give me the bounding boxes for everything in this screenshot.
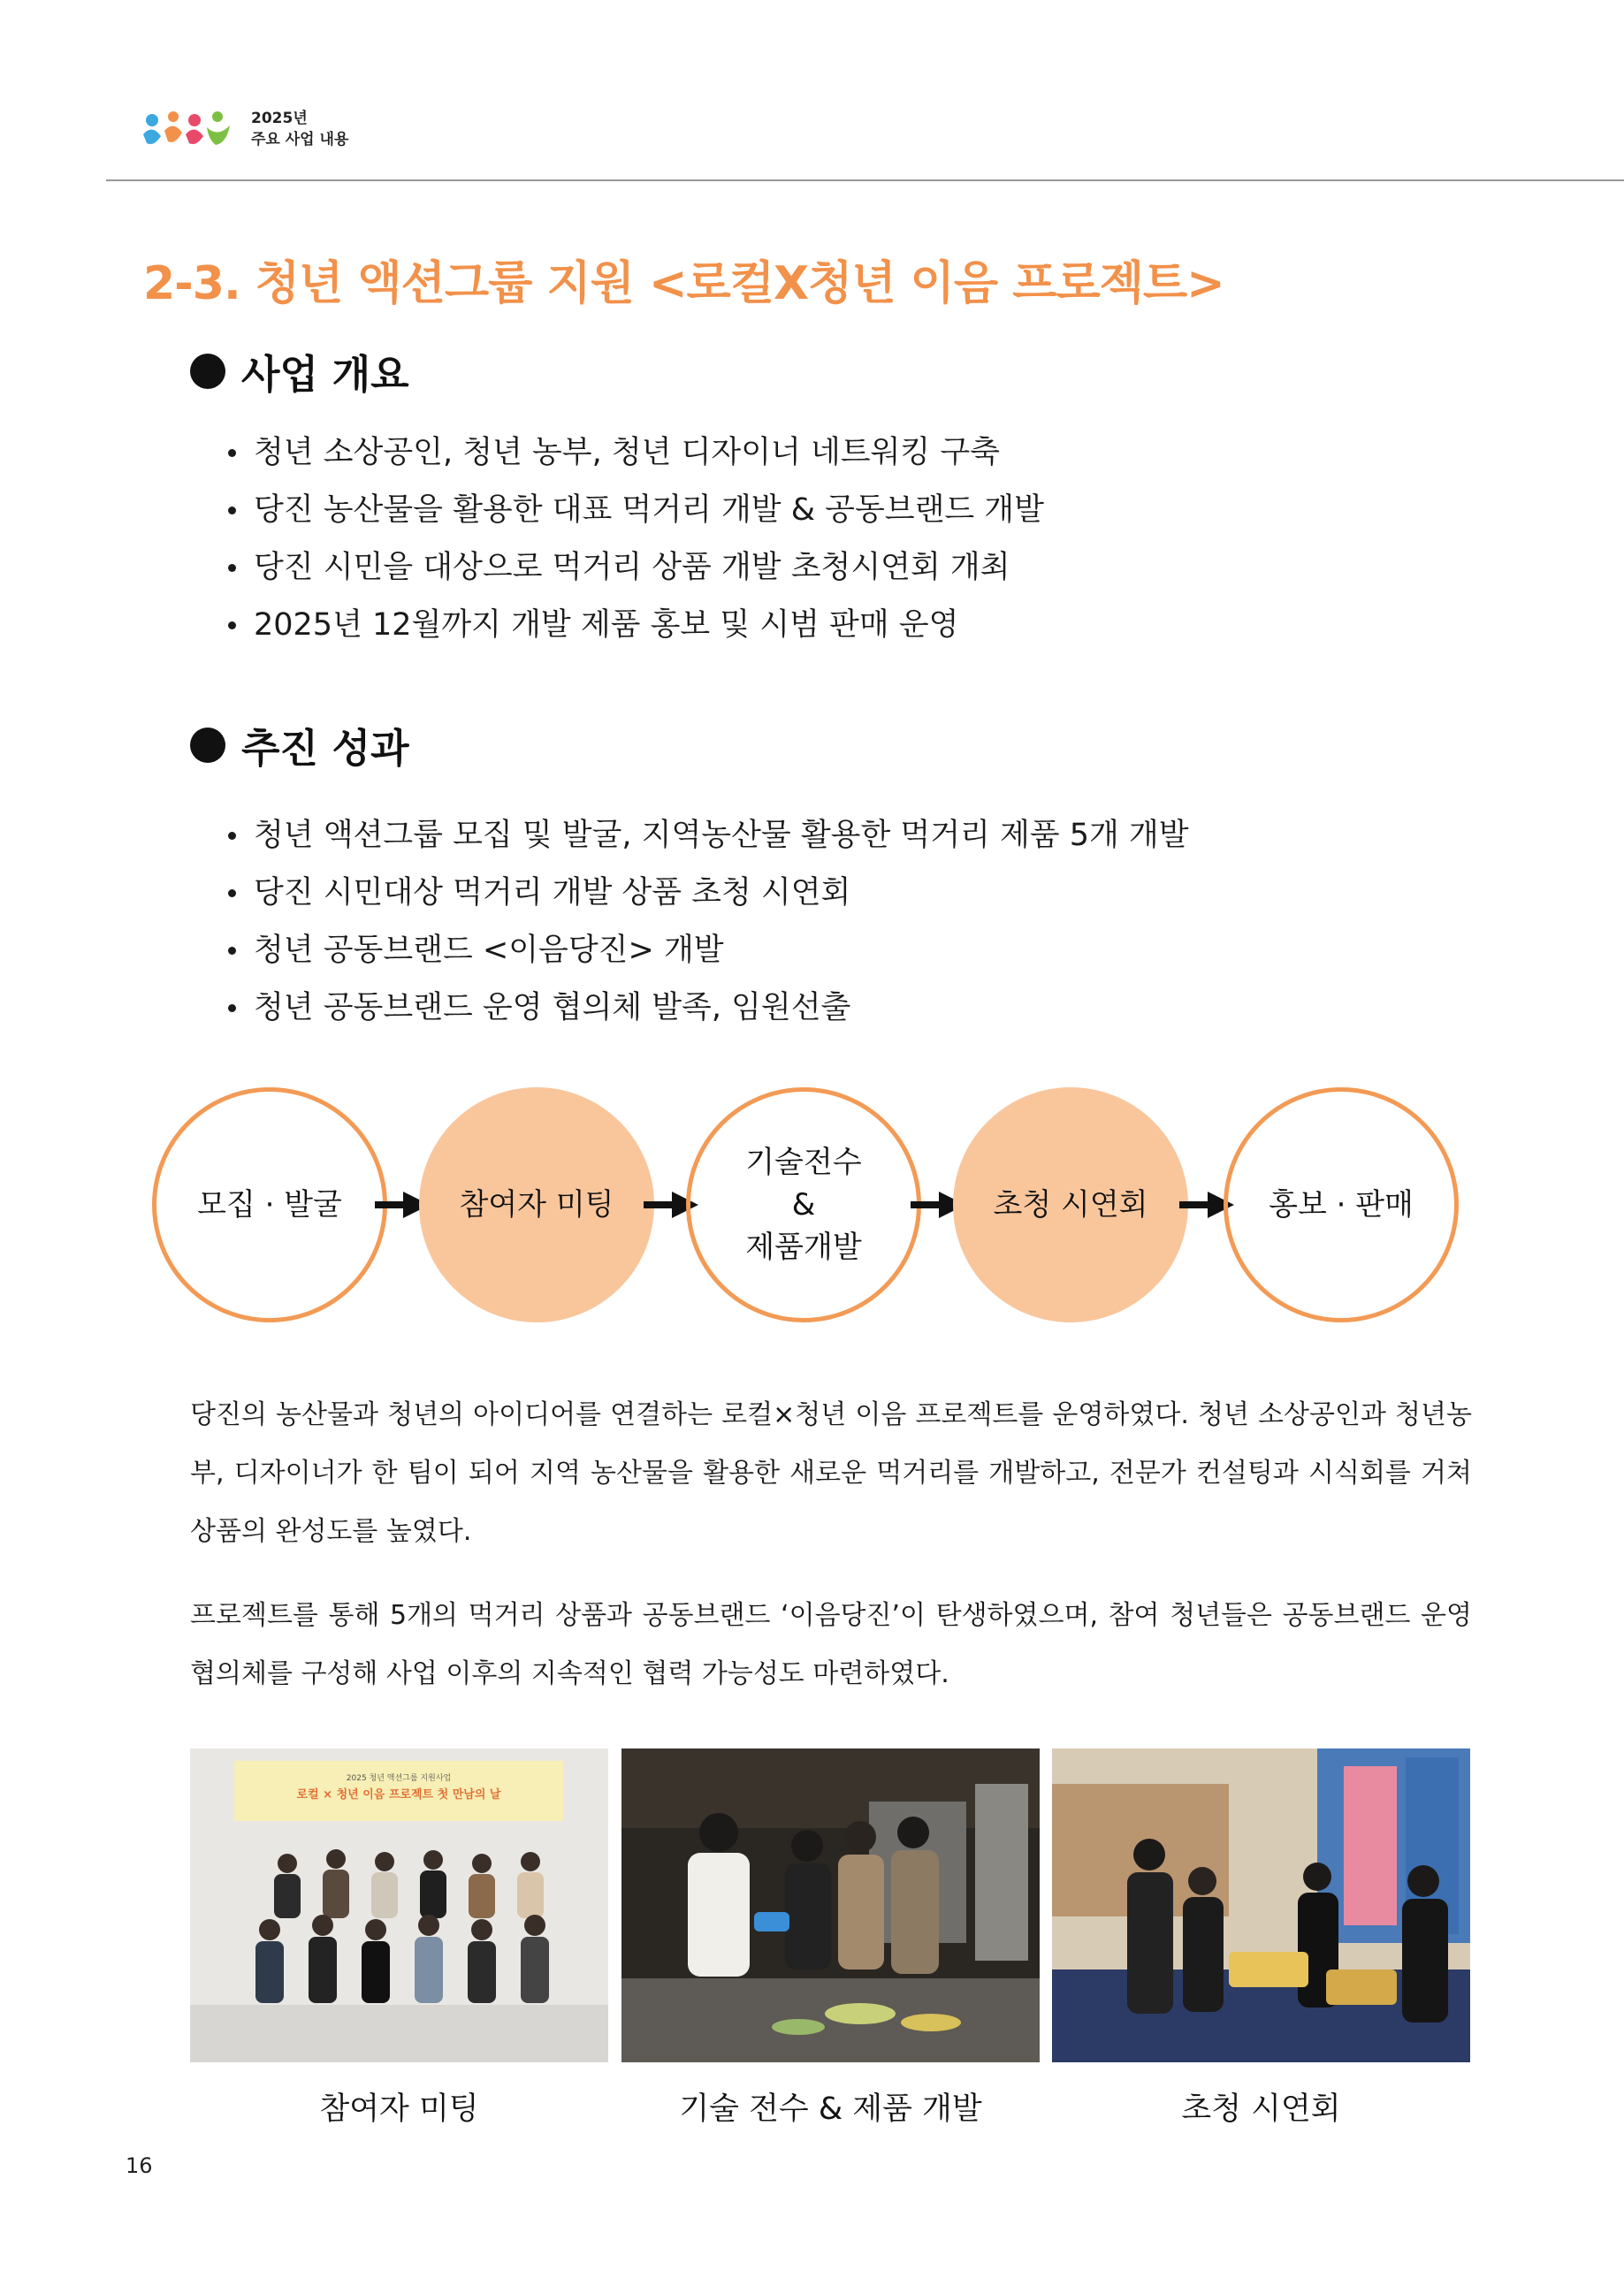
list-item: 청년 공동브랜드 운영 협의체 발족, 임원선출	[228, 979, 1189, 1037]
overview-list	[228, 424, 1044, 654]
overview-heading-text: 사업 개요	[241, 351, 409, 398]
banner-line1: 2025 청년 액션그룹 지원사업	[346, 1774, 452, 1783]
flow-step-sales	[1224, 1087, 1459, 1322]
photo-meeting	[190, 1748, 608, 2062]
flow-step-label: 참여자 미팅	[459, 1187, 614, 1223]
photo-workshop	[621, 1748, 1040, 2062]
flow-step-demo	[953, 1087, 1188, 1322]
list-item: 청년 공동브랜드 <이음당진> 개발	[228, 922, 1189, 979]
page-title: 2-3. 청년 액션그룹 지원 <로컬X청년 이음 프로젝트>	[143, 257, 1224, 310]
list-item: 당진 시민대상 먹거리 개발 상품 초청 시연회	[228, 865, 1189, 922]
list-item: 당진 시민을 대상으로 먹거리 상품 개발 초청시연회 개최	[228, 539, 1044, 597]
flow-step-meeting	[419, 1087, 654, 1322]
photo-caption: 초청 시연회	[1181, 2091, 1341, 2127]
results-heading-text: 추진 성과	[241, 725, 409, 772]
process-flow	[152, 1087, 1460, 1326]
results-list	[228, 807, 1189, 1037]
body-paragraph: 당진의 농산물과 청년의 아이디어를 연결하는 로컬×청년 이음 프로젝트를 운영하였다. 청년 소상공인과 청년농부, 디자이너가 한 팀이 되어 지역 농산물을 활용한 새로운 먹거리를 개발하고, 전문가 컨설팅과 시식회를 거쳐 상품의 완성도를 높였다.	[190, 1399, 1472, 1547]
bullet-dot-icon	[190, 354, 225, 389]
flow-step-label: 모집 · 발굴	[197, 1187, 342, 1223]
flow-step-label: 초청 시연회	[993, 1187, 1148, 1223]
flow-step-development	[686, 1087, 921, 1322]
flow-step-label: 기술전수 & 제품개발	[745, 1145, 862, 1265]
page-number: 16	[126, 2153, 153, 2178]
header-divider	[106, 179, 1624, 181]
overview-heading	[190, 342, 409, 400]
header-year: 2025년	[251, 110, 308, 127]
body-paragraph: 프로젝트를 통해 5개의 먹거리 상품과 공동브랜드 ‘이음당진’이 탄생하였으며, 참여 청년들은 공동브랜드 운영협의체를 구성해 사업 이후의 지속적인 협력 가능성도 마련하였다.	[190, 1600, 1472, 1689]
flow-step-label: 홍보 · 판매	[1269, 1187, 1414, 1223]
list-item: 청년 액션그룹 모집 및 발굴, 지역농산물 활용한 먹거리 제품 5개 개발	[228, 807, 1189, 865]
photo-demo	[1052, 1748, 1470, 2062]
list-item: 청년 소상공인, 청년 농부, 청년 디자이너 네트워킹 구축	[228, 424, 1044, 482]
bullet-dot-icon	[190, 728, 225, 763]
list-item: 당진 농산물을 활용한 대표 먹거리 개발 & 공동브랜드 개발	[228, 482, 1044, 539]
header-subtitle: 주요 사업 내용	[251, 131, 349, 149]
logo-icon	[141, 108, 239, 150]
results-heading	[190, 716, 409, 773]
flow-step-recruit	[152, 1087, 387, 1322]
photo-caption: 참여자 미팅	[319, 2091, 479, 2127]
banner-line2: 로컬 × 청년 이음 프로젝트 첫 만남의 날	[296, 1788, 501, 1802]
page-header	[141, 108, 348, 150]
list-item: 2025년 12월까지 개발 제품 홍보 및 시범 판매 운영	[228, 597, 1044, 654]
photo-caption: 기술 전수 & 제품 개발	[679, 2091, 982, 2127]
